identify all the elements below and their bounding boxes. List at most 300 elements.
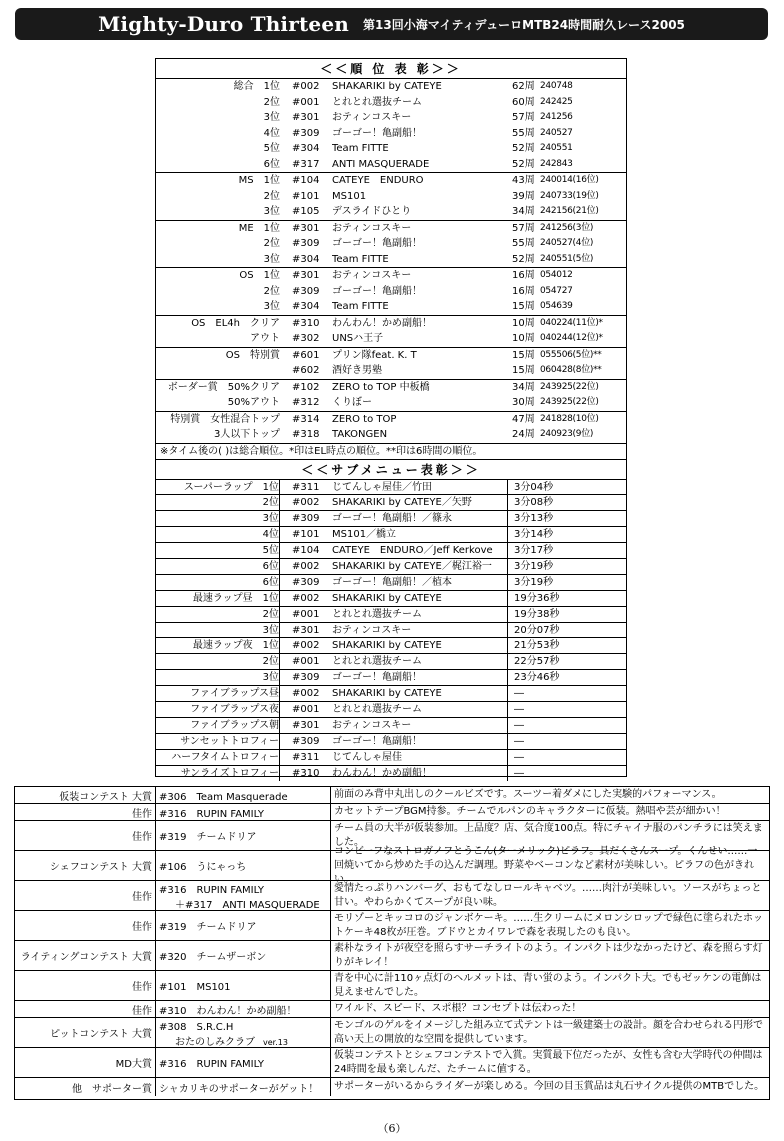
ranking-row xyxy=(156,110,626,126)
submenu-row xyxy=(156,495,626,511)
contest-award: シェフコンテスト 大賞 xyxy=(15,851,156,880)
finish-time: 243925(22位) xyxy=(540,397,599,407)
rank-label: ME 1位 xyxy=(238,222,280,234)
team-name: TAKONGEN xyxy=(332,429,388,440)
lap-time: 3分17秒 xyxy=(514,545,554,557)
contest-team-line2-text: ＋#317 ANTI MASQUERADE xyxy=(175,899,320,910)
submenu-row xyxy=(156,623,626,639)
award-label: 3位 xyxy=(156,670,280,685)
team-number: #310 xyxy=(292,767,320,779)
finish-time: 040244(12位)* xyxy=(540,333,603,343)
contest-comment: 青を中心に計110ヶ点灯のヘルメットは、青い蛍のよう。インパクト大。でもゼッケンの電飾は見えませんでした。 xyxy=(334,972,762,998)
submenu-row xyxy=(156,686,626,702)
submenu-row xyxy=(156,543,626,559)
contest-team-line1: #316 RUPIN FAMILY xyxy=(159,1059,264,1070)
ranking-group xyxy=(156,348,626,380)
contest-comment: サポーターがいるからライダーが楽しめる。今回の目玉賞品は丸石サイクル提供のMTBでした。 xyxy=(334,1081,765,1092)
lap-count: 16周 xyxy=(512,285,535,297)
team-name: ゴーゴー！亀副船！ xyxy=(332,670,508,685)
contest-award: MD大賞 xyxy=(15,1048,156,1077)
lap-count: 62周 xyxy=(512,81,535,92)
contest-team-line1: #310 わんわん！かめ副船！ xyxy=(159,1005,297,1017)
contest-team-line1: #319 チームドリア xyxy=(159,922,257,933)
award-label: 2位 xyxy=(156,607,280,622)
contest-comment: 仮装コンテストとシェフコンテストで入賞。実質最下位だったが、女性も含む大学時代の仲間は24時間を最も楽しんだ、たチームに値する。 xyxy=(334,1049,763,1075)
rank-label: MS 1位 xyxy=(238,175,280,186)
team-number: #304 xyxy=(292,143,320,154)
award-label: 3位 xyxy=(156,623,280,638)
lap-count: 15周 xyxy=(512,301,535,312)
contest-team-line2-text: おたのしみクラブ xyxy=(175,1036,255,1047)
contest-row xyxy=(15,941,769,971)
ranking-row xyxy=(156,331,626,347)
team-number: #001 xyxy=(292,96,320,108)
team-name: SHAKARIKI by CATEYE／梶江裕一 xyxy=(332,559,508,574)
contest-team-line2 xyxy=(159,896,330,911)
submenu-table xyxy=(156,480,626,782)
ranking-row xyxy=(156,79,626,95)
team-name: ゴーゴー！亀副船！ xyxy=(332,285,422,297)
ranking-table xyxy=(155,58,627,777)
lap-count: 52周 xyxy=(512,158,535,170)
rank-label: 4位 xyxy=(263,127,280,139)
contest-award: ライティングコンテスト 大賞 xyxy=(15,941,156,970)
ranking-row xyxy=(156,252,626,268)
team-name: Team FITTE xyxy=(332,143,389,154)
submenu-heading: ＜＜サブメニュー表彰＞＞ xyxy=(156,460,626,480)
lap-count: 55周 xyxy=(512,127,535,139)
finish-time: 241256 xyxy=(540,112,573,122)
contest-award: 佳作 xyxy=(15,804,156,820)
contest-team-line1: シャカリキのサポーターがゲット！ xyxy=(159,1083,319,1095)
ranking-row xyxy=(156,363,626,379)
team-name: SHAKARIKI by CATEYE xyxy=(332,591,508,606)
contest-award: 佳作 xyxy=(15,911,156,940)
rank-label: 6位 xyxy=(263,158,280,170)
award-label: スーパーラップ 1位 xyxy=(156,480,280,495)
submenu-row xyxy=(156,575,626,591)
award-label: サンセットトロフィー xyxy=(156,734,280,749)
ranking-row xyxy=(156,189,626,205)
contest-team-line1: #319 チームドリア xyxy=(159,832,257,843)
submenu-row xyxy=(156,607,626,623)
team-number: #101 xyxy=(292,529,320,541)
rank-label: 3位 xyxy=(263,206,280,217)
rank-label: 3位 xyxy=(263,301,280,312)
contest-team xyxy=(156,941,331,970)
rank-label: 2位 xyxy=(263,285,280,297)
award-label: 6位 xyxy=(156,575,280,590)
submenu-row xyxy=(156,527,626,543)
contest-team-line1: #106 うにゃっち xyxy=(159,862,247,873)
award-label: 6位 xyxy=(156,559,280,574)
lap-time: 3分08秒 xyxy=(514,497,554,509)
team-number: #318 xyxy=(292,429,320,440)
ranking-row xyxy=(156,221,626,237)
team-number: #309 xyxy=(292,672,320,684)
finish-time: 040224(11位)* xyxy=(540,317,603,328)
team-number: #304 xyxy=(292,301,320,312)
team-number: #309 xyxy=(292,513,320,525)
team-name: SHAKARIKI by CATEYE xyxy=(332,81,442,92)
award-label: ファイブラップス昼 xyxy=(156,686,280,701)
lap-count: 15周 xyxy=(512,365,535,376)
team-name: SHAKARIKI by CATEYE xyxy=(332,686,508,701)
lap-time: 3分19秒 xyxy=(514,560,554,572)
team-number: #301 xyxy=(292,112,320,123)
award-label: 4位 xyxy=(156,527,280,542)
team-number: #309 xyxy=(292,127,320,139)
lap-time: 3分04秒 xyxy=(514,481,554,493)
ranking-row xyxy=(156,412,626,428)
submenu-row xyxy=(156,559,626,575)
lap-time: ― xyxy=(514,735,524,747)
finish-time: 240551 xyxy=(540,143,573,153)
contest-team-line2 xyxy=(159,1033,330,1048)
team-number: #309 xyxy=(292,576,320,588)
contest-row xyxy=(15,971,769,1001)
team-number: #601 xyxy=(292,349,320,361)
team-number: #001 xyxy=(292,656,320,668)
finish-time: 241828(10位) xyxy=(540,413,599,424)
ranking-group xyxy=(156,79,626,173)
contest-row xyxy=(15,1078,769,1096)
finish-time: 054639 xyxy=(540,301,573,311)
team-name: プリン隊feat. K. T xyxy=(332,349,417,361)
team-name: ANTI MASQUERADE xyxy=(332,158,430,170)
team-name: とれとれ選抜チーム xyxy=(332,702,508,717)
team-number: #001 xyxy=(292,703,320,715)
submenu-row xyxy=(156,511,626,527)
contest-row xyxy=(15,804,769,821)
team-name: ゴーゴー！亀副船！／植本 xyxy=(332,575,508,590)
contest-award: 仮装コンテスト 大賞 xyxy=(15,787,156,803)
contest-team xyxy=(156,881,331,910)
event-subtitle: 第13回小海マイティデューロMTB24時間耐久レース2005 xyxy=(363,17,685,32)
finish-time: 242843 xyxy=(540,158,573,169)
rank-label: OS EL4h クリア xyxy=(191,317,280,329)
finish-time: 060428(8位)** xyxy=(540,365,602,375)
team-number: #602 xyxy=(292,365,320,376)
lap-time: 20分07秒 xyxy=(514,624,560,636)
lap-count: 52周 xyxy=(512,253,535,265)
team-number: #104 xyxy=(292,545,320,557)
finish-time: 055506(5位)** xyxy=(540,349,602,360)
team-number: #002 xyxy=(292,81,320,92)
contest-team xyxy=(156,971,331,1000)
contest-table xyxy=(14,786,770,1100)
team-name: くりぼー xyxy=(332,397,372,408)
contest-comment: 素朴なライトが夜空を照らすサーチライトのよう。インパクトは少なかったけど、森を照らす灯りがキレイ！ xyxy=(334,942,763,968)
finish-time: 240014(16位) xyxy=(540,175,599,185)
team-number: #301 xyxy=(292,719,320,731)
contest-row xyxy=(15,845,769,885)
finish-time: 054012 xyxy=(540,270,573,280)
contest-row xyxy=(15,1048,769,1078)
lap-count: 43周 xyxy=(512,175,535,186)
submenu-row xyxy=(156,480,626,496)
team-number: #002 xyxy=(292,688,320,700)
team-name: ゴーゴー！亀副船！ xyxy=(332,734,508,749)
contest-comment: コンビーフなストロガノフとうこん(ターメリック)ピラフ。具だくさんスープ。くんせい……一回焼いてから炒めた手の込んだ調理。野菜やベーコンなど素材が美味しい。ピラフの色がきれい。 xyxy=(334,845,758,885)
lap-count: 39周 xyxy=(512,190,535,202)
team-name: ゴーゴー！亀副船！ xyxy=(332,127,422,139)
contest-row xyxy=(15,1018,769,1048)
lap-count: 30周 xyxy=(512,397,535,408)
ranking-row xyxy=(156,173,626,189)
contest-team xyxy=(156,1048,331,1077)
contest-award: 他 サポーター賞 xyxy=(15,1078,156,1096)
ranking-row xyxy=(156,157,626,173)
team-name: おティンコスキー xyxy=(332,270,412,281)
rank-label: OS 特別賞 xyxy=(225,349,280,361)
lap-time: 21分53秒 xyxy=(514,640,560,652)
contest-team xyxy=(156,851,331,880)
rank-label: 3人以下トップ xyxy=(213,429,280,440)
lap-count: 60周 xyxy=(512,96,535,108)
team-name: デスライドひとり xyxy=(332,206,412,217)
lap-count: 24周 xyxy=(512,429,535,440)
team-name: おティンコスキー xyxy=(332,222,412,234)
team-name: じてんしゃ屋佳／竹田 xyxy=(332,480,508,495)
ranking-heading: ＜＜順 位 表 彰＞＞ xyxy=(156,59,626,79)
team-name: わんわん！かめ副船！ xyxy=(332,317,432,329)
contest-row xyxy=(15,1001,769,1018)
contest-team xyxy=(156,1078,331,1096)
team-number: #309 xyxy=(292,735,320,747)
team-name: ZERO to TOP 中板橋 xyxy=(332,381,430,393)
lap-time: ― xyxy=(514,767,524,779)
ranking-group xyxy=(156,173,626,221)
lap-count: 34周 xyxy=(512,381,535,393)
finish-time: 240527(4位) xyxy=(540,238,594,248)
lap-count: 10周 xyxy=(512,333,535,344)
team-number: #309 xyxy=(292,285,320,297)
lap-count: 57周 xyxy=(512,112,535,123)
submenu-row xyxy=(156,654,626,670)
contest-team-line1: #306 Team Masquerade xyxy=(159,791,288,803)
contest-team-line1: #316 RUPIN FAMILY xyxy=(159,884,264,896)
finish-time: 240527 xyxy=(540,127,573,138)
team-number: #317 xyxy=(292,158,320,170)
contest-team xyxy=(156,1001,331,1017)
team-name: MS101／橋立 xyxy=(332,527,508,542)
team-number: #314 xyxy=(292,413,320,425)
contest-comment: モンゴルのゲルをイメージした組み立て式テントは一級建築士の設計。顔を合わせられる円形で高い天上の開放的な空間を提供しています。 xyxy=(334,1019,763,1045)
team-number: #312 xyxy=(292,397,320,408)
team-number: #102 xyxy=(292,381,320,393)
team-name: ゴーゴー！亀副船！／篠永 xyxy=(332,511,508,526)
submenu-row xyxy=(156,750,626,766)
award-label: 3位 xyxy=(156,511,280,526)
lap-time: 19分38秒 xyxy=(514,608,560,620)
ranking-row xyxy=(156,395,626,411)
lap-time: 22分57秒 xyxy=(514,656,560,668)
team-number: #304 xyxy=(292,253,320,265)
page-number: （6） xyxy=(377,1122,407,1135)
ranking-row xyxy=(156,141,626,157)
contest-team xyxy=(156,787,331,803)
finish-time: 242425 xyxy=(540,96,573,107)
ranking-group xyxy=(156,412,626,444)
contest-comment: カセットテープBGM持参。チームでルパンのキャラクターに仮装。熱唱や芸が細かい！ xyxy=(334,806,726,817)
rank-label: 総合 1位 xyxy=(233,81,280,92)
team-number: #301 xyxy=(292,222,320,234)
lap-count: 57周 xyxy=(512,222,535,234)
submenu-row xyxy=(156,591,626,607)
rank-label: 特別賞 女性混合トップ xyxy=(170,413,280,425)
contest-team-version: ver.13 xyxy=(263,1037,288,1047)
team-number: #002 xyxy=(292,560,320,572)
lap-time: 23分46秒 xyxy=(514,672,560,684)
contest-comment: ワイルド、スピード、スポ根？コンセプトは伝わった！ xyxy=(334,1003,582,1014)
team-name: とれとれ選抜チーム xyxy=(332,607,508,622)
finish-time: 243925(22位) xyxy=(540,381,599,392)
contest-team xyxy=(156,804,331,820)
contest-team xyxy=(156,1018,331,1047)
rank-label: 3位 xyxy=(263,253,280,265)
lap-time: 19分36秒 xyxy=(514,592,560,604)
rank-label: アウト xyxy=(250,333,280,344)
team-number: #101 xyxy=(292,190,320,202)
rank-label: ボーダー賞 50%クリア xyxy=(167,381,280,393)
rank-label: 3位 xyxy=(263,112,280,123)
contest-comment: 愛情たっぷりハンバーグ、おもてなしロールキャベツ。……肉汁が美味しい。ソースがちょっと甘い。やわらかくてスープが良い味。 xyxy=(334,882,762,908)
team-number: #311 xyxy=(292,481,320,493)
team-number: #002 xyxy=(292,640,320,652)
lap-count: 15周 xyxy=(512,349,535,361)
submenu-row xyxy=(156,734,626,750)
team-name: ZERO to TOP xyxy=(332,413,397,425)
lap-time: ― xyxy=(514,719,524,731)
event-title: Mighty-Duro Thirteen xyxy=(98,12,349,36)
award-label: 最速ラップ昼 1位 xyxy=(156,591,280,606)
contest-team xyxy=(156,911,331,940)
lap-time: ― xyxy=(514,751,524,763)
team-name: とれとれ選抜チーム xyxy=(332,654,508,669)
lap-count: 52周 xyxy=(512,143,535,154)
ranking-row xyxy=(156,316,626,332)
team-number: #001 xyxy=(292,608,320,620)
contest-row xyxy=(15,911,769,941)
contest-team-line1: #316 RUPIN FAMILY xyxy=(159,808,264,820)
finish-time: 240733(19位) xyxy=(540,190,599,201)
finish-time: 240923(9位) xyxy=(540,429,594,439)
team-number: #302 xyxy=(292,333,320,344)
award-label: 2位 xyxy=(156,495,280,510)
team-name: 酒好き男塾 xyxy=(332,365,382,376)
team-name: MS101 xyxy=(332,190,367,202)
page-header xyxy=(15,8,768,40)
award-label: ファイブラップス夜 xyxy=(156,702,280,717)
rank-label: 5位 xyxy=(263,143,280,154)
lap-count: 16周 xyxy=(512,270,535,281)
contest-row xyxy=(15,881,769,911)
rank-label: 2位 xyxy=(263,238,280,249)
team-number: #310 xyxy=(292,317,320,329)
submenu-row xyxy=(156,702,626,718)
lap-count: 47周 xyxy=(512,413,535,425)
team-name: SHAKARIKI by CATEYE xyxy=(332,638,508,653)
lap-count: 10周 xyxy=(512,317,535,329)
award-label: 2位 xyxy=(156,654,280,669)
ranking-row xyxy=(156,95,626,111)
lap-time: 3分19秒 xyxy=(514,576,554,588)
ranking-group xyxy=(156,268,626,316)
contest-award: 佳作 xyxy=(15,971,156,1000)
contest-award: 佳作 xyxy=(15,881,156,910)
contest-team-line1: #101 MS101 xyxy=(159,982,231,993)
contest-award: ピットコンテスト 大賞 xyxy=(15,1018,156,1047)
team-name: UNSハ王子 xyxy=(332,333,384,344)
ranking-row xyxy=(156,427,626,443)
submenu-row xyxy=(156,766,626,782)
award-label: 5位 xyxy=(156,543,280,558)
team-number: #311 xyxy=(292,751,320,763)
award-label: 最速ラップ夜 1位 xyxy=(156,638,280,653)
team-number: #301 xyxy=(292,270,320,281)
team-name: CATEYE ENDURO xyxy=(332,175,424,186)
team-number: #309 xyxy=(292,238,320,249)
lap-time: ― xyxy=(514,688,524,700)
lap-time: ― xyxy=(514,703,524,715)
ranking-row xyxy=(156,236,626,252)
finish-time: 242156(21位) xyxy=(540,206,599,216)
lap-count: 55周 xyxy=(512,238,535,249)
ranking-group xyxy=(156,221,626,269)
team-name: じてんしゃ屋佳 xyxy=(332,750,508,765)
contest-team xyxy=(156,821,331,850)
submenu-row xyxy=(156,670,626,686)
ranking-row xyxy=(156,380,626,396)
team-name: Team FITTE xyxy=(332,253,389,265)
submenu-row xyxy=(156,718,626,734)
ranking-row xyxy=(156,299,626,315)
contest-row xyxy=(15,787,769,804)
ranking-group xyxy=(156,316,626,348)
contest-award: 佳作 xyxy=(15,1001,156,1017)
team-name: おティンコスキー xyxy=(332,623,508,638)
team-number: #002 xyxy=(292,497,320,509)
ranking-row xyxy=(156,284,626,300)
finish-time: 241256(3位) xyxy=(540,222,594,233)
contest-comment: 前面のみ背中丸出しのクールビズです。スーツー着ダメにした実験的パフォーマンス。 xyxy=(334,789,722,800)
team-name: とれとれ選抜チーム xyxy=(332,96,422,108)
team-number: #002 xyxy=(292,592,320,604)
team-name: おティンコスキー xyxy=(332,112,412,123)
rank-label: 50%アウト xyxy=(227,397,280,408)
team-number: #301 xyxy=(292,624,320,636)
lap-count: 34周 xyxy=(512,206,535,217)
award-label: ハーフタイムトロフィー xyxy=(156,750,280,765)
team-name: SHAKARIKI by CATEYE／矢野 xyxy=(332,495,508,510)
ranking-row xyxy=(156,268,626,284)
lap-time: 3分13秒 xyxy=(514,513,554,525)
team-number: #105 xyxy=(292,206,320,217)
contest-comment: モリゾーとキッコロのジャンボケーキ。……生クリームにメロンシロップで緑色に塗られたホットケーキ48枚が圧巻。ブドウとカイワレで森を表現したのも良い。 xyxy=(334,912,764,938)
ranking-row xyxy=(156,204,626,220)
team-number: #104 xyxy=(292,175,320,186)
contest-comment: チーム員の大半が仮装参加。上品度？店、気合度100点。特にチャイナ服のパンチラには笑えました。 xyxy=(334,822,763,848)
team-name: ゴーゴー！亀副船！ xyxy=(332,238,422,249)
award-label: ファイブラップス朝 xyxy=(156,718,280,733)
contest-team-line1: #320 チームザーボン xyxy=(159,952,267,963)
finish-time: 240748 xyxy=(540,81,573,91)
ranking-row xyxy=(156,126,626,142)
rank-label: 2位 xyxy=(263,190,280,202)
rank-label: 2位 xyxy=(263,96,280,108)
team-name: CATEYE ENDURO／Jeff Kerkove xyxy=(332,543,508,558)
